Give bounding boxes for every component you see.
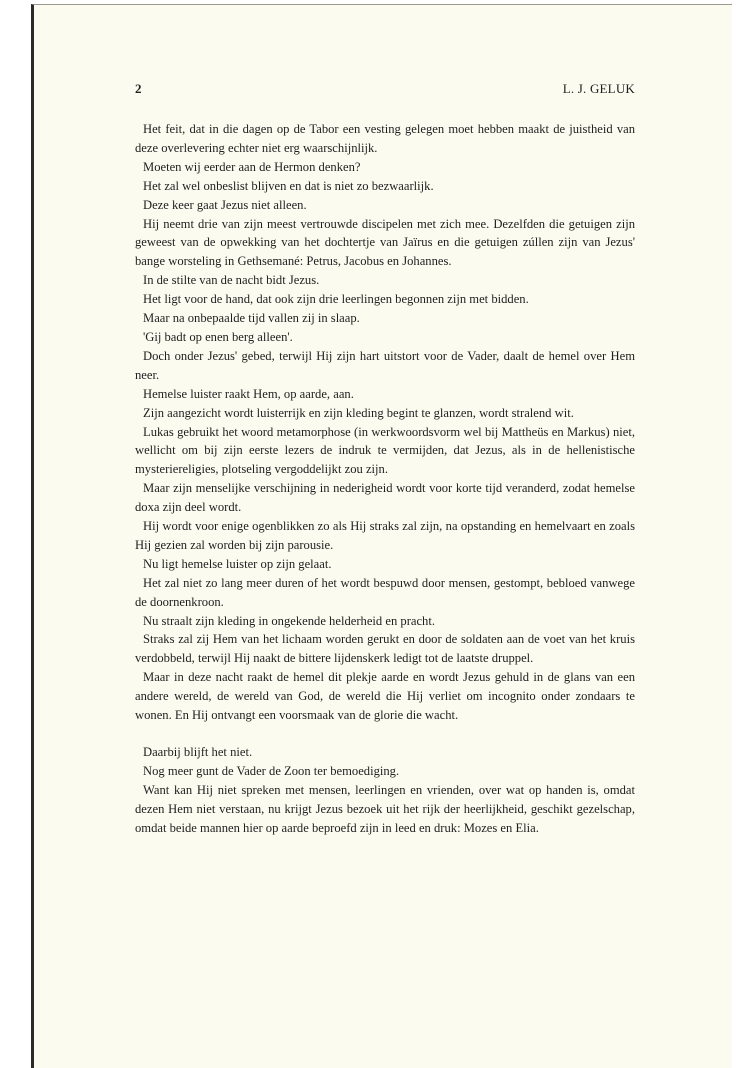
paragraph: Het zal niet zo lang meer duren of het wordt bespuwd door mensen, gestompt, bebloed vanwege de doornenkroon. [135,575,635,609]
section-break [135,725,635,743]
paragraph: Hij wordt voor enige ogenblikken zo als Hij straks zal zijn, na opstanding en hemelvaart en zoals Hij gezien zal worden bij zijn parousie. [135,519,635,552]
paragraph: Lukas gebruikt het woord metamorphose (in werkwoordsvorm wel bij Mattheüs en Markus) niet, wellicht om bij zijn eerste lezers de indruk te vermijden, dat Jezus, als in de hellenistische mysteriereligies, plotseling vergoddelijkt zou zijn. [135,424,635,477]
paragraph: Maar zijn menselijke verschijning in nederigheid wordt voor korte tijd veranderd, zodat hemelse doxa zijn deel wordt. [135,481,635,515]
paragraph: In de stilte van de nacht bidt Jezus. [143,273,320,288]
paragraph: Moeten wij eerder aan de Hermon denken? [143,159,361,174]
paragraph: Het zal wel onbeslist blijven en dat is niet zo bezwaarlijk. [143,178,434,193]
paragraph: Nu straalt zijn kleding in ongekende helderheid en pracht. [143,613,436,628]
body-text [135,120,635,838]
paragraph: Nu ligt hemelse luister op zijn gelaat. [143,556,332,571]
book-page [135,80,635,838]
paragraph: Nog meer gunt de Vader de Zoon ter bemoediging. [143,763,400,778]
paragraph: Maar in deze nacht raakt de hemel dit plekje aarde en wordt Jezus gehuld in de glans van een andere wereld, de wereld van God, de wereld die Hij verliet om incognito onder zondaars te wonen. En Hij ontvangt een voorsmaak van de glorie die wacht. [135,670,635,723]
running-head [135,80,635,98]
paragraph: Het ligt voor de hand, dat ook zijn drie leerlingen begonnen zijn met bidden. [143,292,529,307]
paragraph: Straks zal zij Hem van het lichaam worden gerukt en door de soldaten aan de voet van het kruis verdobbeld, terwijl Hij naakt de bittere lijdenskerk ledigt tot de laatste druppel. [135,632,635,666]
paragraph: Hij neemt drie van zijn meest vertrouwde discipelen met zich mee. Dezelfden die getuigen zijn geweest van de opwekking van het dochtertje van Jaïrus en die getuigen zúllen zijn van Jezus' bange worsteling in Gethsemané: Petrus, Jacobus en Johannes. [135,216,635,269]
paragraph: Zijn aangezicht wordt luisterrijk en zijn kleding begint te glanzen, wordt stralend wit. [143,405,574,420]
paragraph: Daarbij blijft het niet. [143,745,253,759]
paragraph: Deze keer gaat Jezus niet alleen. [143,197,307,212]
page-number: 2 [135,81,142,96]
paragraph: Doch onder Jezus' gebed, terwijl Hij zijn hart uitstort voor de Vader, daalt de hemel over Hem neer. [135,348,635,382]
paragraph: Maar na onbepaalde tijd vallen zij in slaap. [143,311,360,326]
paragraph: Het feit, dat in die dagen op de Tabor een vesting gelegen moet hebben maakt de juistheid van deze overlevering echter niet erg waarschijnlijk. [135,122,635,155]
paragraph: Hemelse luister raakt Hem, op aarde, aan. [143,386,354,401]
running-head-author: L. J. GELUK [562,81,635,96]
paragraph: 'Gij badt op enen berg alleen'. [143,329,293,344]
paragraph: Want kan Hij niet spreken met mensen, leerlingen en vrienden, over wat op handen is, omdat dezen Hem niet verstaan, nu krijgt Jezus bezoek uit het rijk der heerlijkheid, geschikt gezelschap, omdat beide mannen hier op aarde beproefd zijn in leed en druk: Mozes en Elia. [135,782,635,835]
